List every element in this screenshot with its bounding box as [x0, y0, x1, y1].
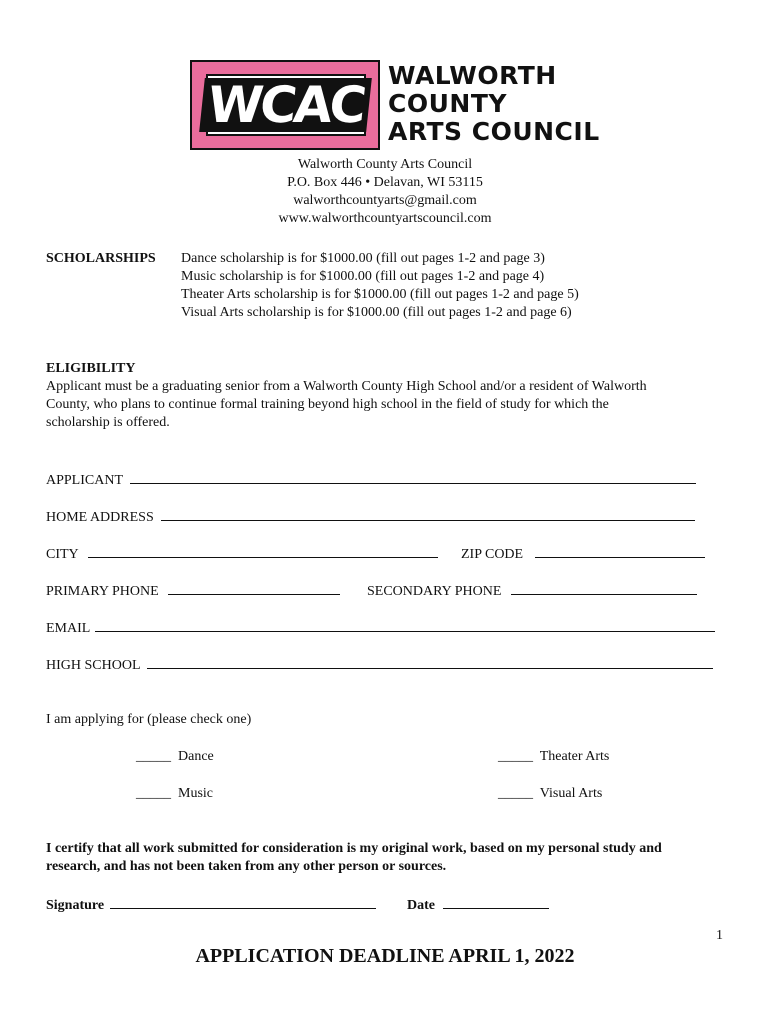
high-school-label: HIGH SCHOOL [46, 658, 140, 673]
scholarship-item: Dance scholarship is for $1000.00 (fill out pages 1-2 and page 3) [181, 251, 545, 266]
eligibility-heading: ELIGIBILITY [46, 361, 136, 376]
option-blank[interactable]: _____ [136, 786, 171, 801]
option-label: Theater Arts [539, 749, 610, 764]
secondary-phone-label: SECONDARY PHONE [367, 584, 502, 599]
option-music[interactable] [136, 785, 213, 803]
scholarships-heading: SCHOLARSHIPS [46, 251, 156, 266]
certify-statement [46, 840, 662, 876]
eligibility-line: Applicant must be a graduating senior from a Walworth County High School and/or a resident of Walworth [46, 379, 647, 394]
logo-letters: WCAC [200, 78, 373, 132]
secondary-phone-row [367, 582, 697, 601]
logo-org-name [388, 62, 600, 146]
option-label: Visual Arts [539, 786, 603, 801]
email-field[interactable] [95, 619, 715, 632]
applying-prompt: I am applying for (please check one) [46, 712, 252, 727]
city-label: CITY [46, 547, 79, 562]
certify-line: research, and has not been taken from any other person or sources. [46, 859, 447, 874]
date-label: Date [407, 898, 435, 913]
address-org: Walworth County Arts Council [297, 157, 473, 172]
logo-name-line: ARTS COUNCIL [388, 117, 600, 146]
option-theater-arts[interactable] [498, 748, 609, 766]
option-label: Dance [178, 749, 214, 764]
option-blank[interactable]: _____ [136, 749, 171, 764]
scholarships-list [181, 250, 579, 322]
home-address-label: HOME ADDRESS [46, 510, 154, 525]
home-address-field[interactable] [161, 508, 695, 521]
home-address-row [46, 508, 695, 527]
signature-row [46, 896, 376, 915]
high-school-field[interactable] [147, 656, 713, 669]
high-school-row [46, 656, 713, 675]
eligibility-section [46, 360, 647, 432]
address-website: www.walworthcountyartscouncil.com [278, 211, 492, 226]
option-dance[interactable] [136, 748, 214, 766]
scholarship-item: Theater Arts scholarship is for $1000.00 (fill out pages 1-2 and page 5) [181, 287, 579, 302]
applicant-label: APPLICANT [46, 473, 123, 488]
logo-badge [190, 60, 380, 150]
address-block [0, 156, 770, 228]
wcac-logo [190, 60, 600, 152]
primary-phone-field[interactable] [168, 582, 340, 595]
address-po-box: P.O. Box 446 • Delavan, WI 53115 [287, 175, 483, 190]
signature-label: Signature [46, 898, 105, 913]
option-visual-arts[interactable] [498, 785, 602, 803]
logo-name-line: WALWORTH [388, 61, 557, 90]
primary-phone-label: PRIMARY PHONE [46, 584, 159, 599]
secondary-phone-field[interactable] [511, 582, 697, 595]
city-field[interactable] [88, 545, 438, 558]
primary-phone-row [46, 582, 340, 601]
date-field[interactable] [443, 896, 549, 909]
scholarship-item: Music scholarship is for $1000.00 (fill out pages 1-2 and page 4) [181, 269, 545, 284]
email-row [46, 619, 715, 638]
zip-label: ZIP CODE [461, 547, 524, 562]
scholarship-item: Visual Arts scholarship is for $1000.00 (fill out pages 1-2 and page 6) [181, 305, 572, 320]
certify-line: I certify that all work submitted for consideration is my original work, based on my personal study and [46, 841, 662, 856]
application-deadline: APPLICATION DEADLINE APRIL 1, 2022 [195, 945, 575, 967]
option-label: Music [178, 786, 213, 801]
applicant-row [46, 471, 696, 490]
page-number: 1 [716, 928, 723, 943]
zip-field[interactable] [535, 545, 705, 558]
logo-name-line: COUNTY [388, 89, 507, 118]
option-blank[interactable]: _____ [498, 786, 533, 801]
email-label: EMAIL [46, 621, 90, 636]
eligibility-line: scholarship is offered. [46, 415, 170, 430]
address-email: walworthcountyarts@gmail.com [293, 193, 477, 208]
applicant-field[interactable] [130, 471, 696, 484]
date-row [407, 896, 549, 915]
zip-row [461, 545, 705, 564]
city-row [46, 545, 438, 564]
signature-field[interactable] [110, 896, 376, 909]
option-blank[interactable]: _____ [498, 749, 533, 764]
logo-badge-inner [206, 74, 366, 136]
eligibility-line: County, who plans to continue formal training beyond high school in the field of study for which the [46, 397, 609, 412]
